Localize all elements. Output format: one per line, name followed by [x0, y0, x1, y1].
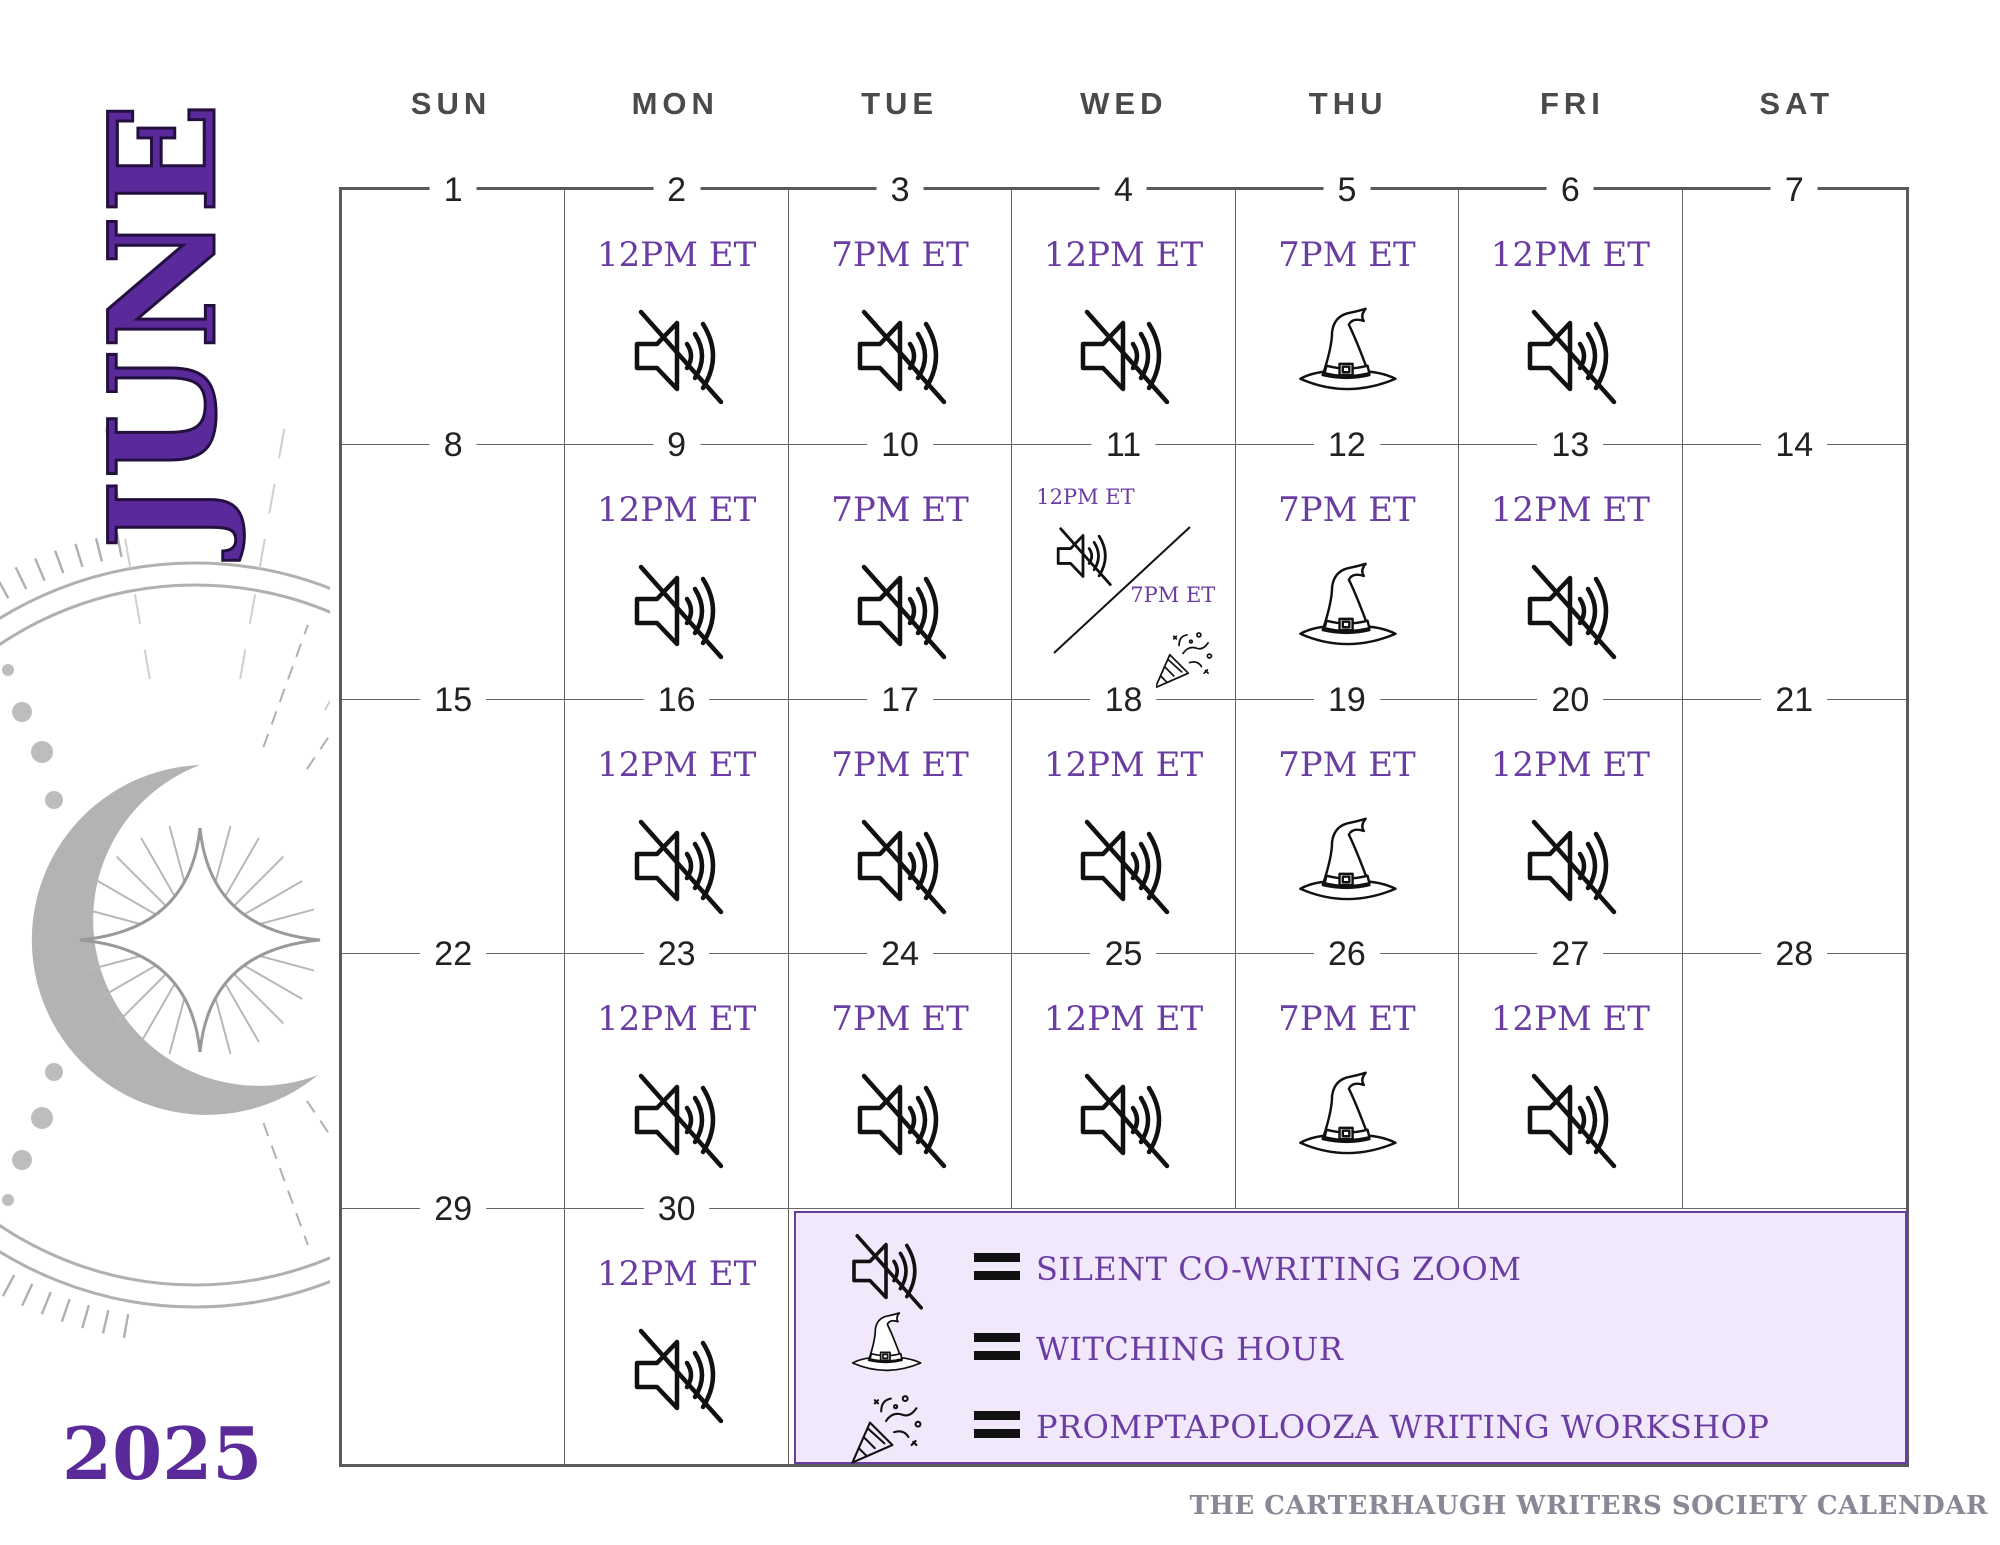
weekday-header-thu: THU — [1308, 86, 1388, 121]
muted-speaker-icon — [1073, 306, 1173, 402]
muted-speaker-icon — [1073, 816, 1173, 912]
muted-speaker-icon — [846, 1231, 926, 1301]
event-time-label: 7PM ET — [1278, 999, 1416, 1040]
day-cell[interactable] — [565, 935, 788, 1209]
day-number: 11 — [1092, 425, 1155, 465]
event-time-label: 12PM ET — [1490, 744, 1650, 785]
day-cell[interactable] — [789, 425, 1012, 700]
muted-speaker-icon — [627, 561, 727, 657]
day-cell[interactable] — [342, 425, 565, 700]
muted-speaker-icon — [627, 1325, 727, 1421]
day-cell[interactable] — [1236, 680, 1459, 955]
day-cell[interactable] — [1459, 680, 1682, 955]
event-time-label: 12PM ET — [1490, 235, 1650, 275]
witch-hat-icon — [1291, 816, 1403, 912]
day-number: 4 — [1100, 170, 1147, 210]
weekday-header-mon: MON — [631, 86, 719, 121]
legend-label: SILENT CO-WRITING ZOOM — [1036, 1250, 1522, 1288]
legend-row — [796, 1311, 1905, 1381]
witch-hat-icon — [1291, 306, 1403, 402]
legend-row — [796, 1231, 1905, 1301]
weekday-header-sun: SUN — [410, 86, 492, 121]
day-cell[interactable] — [565, 680, 788, 955]
weekday-header-fri: FRI — [1539, 86, 1605, 121]
day-number: 3 — [877, 170, 924, 210]
legend-box — [794, 1211, 1907, 1464]
witch-hat-icon — [1291, 1070, 1403, 1166]
day-number: 15 — [420, 680, 486, 720]
witch-hat-icon — [846, 1311, 926, 1381]
day-cell[interactable] — [1236, 935, 1459, 1209]
event-time-label: 12PM ET — [597, 999, 757, 1040]
party-popper-icon — [846, 1389, 926, 1459]
legend-row — [796, 1389, 1905, 1459]
legend-label: PROMPTAPOLOOZA WRITING WORKSHOP — [1036, 1408, 1770, 1446]
day-number: 22 — [420, 934, 486, 974]
muted-speaker-icon — [850, 306, 950, 402]
legend-label: WITCHING HOUR — [1036, 1330, 1344, 1368]
event-time-label: 7PM ET — [1130, 582, 1216, 607]
witch-hat-icon — [1291, 561, 1403, 657]
footer-caption: THE CARTERHAUGH WRITERS SOCIETY CALENDAR — [1189, 1491, 1988, 1521]
day-number: 27 — [1537, 934, 1603, 974]
event-time-label: 7PM ET — [1278, 235, 1416, 275]
muted-speaker-icon — [1520, 306, 1620, 402]
muted-speaker-icon — [850, 1070, 950, 1166]
day-number: 23 — [644, 934, 710, 974]
day-cell[interactable] — [342, 935, 565, 1209]
event-time-label: 7PM ET — [831, 999, 969, 1040]
day-number: 19 — [1314, 680, 1380, 720]
day-cell[interactable] — [789, 680, 1012, 955]
muted-speaker-icon — [1520, 816, 1620, 912]
weekday-header-tue: TUE — [861, 86, 939, 121]
day-number: 14 — [1761, 425, 1827, 465]
event-time-label: 7PM ET — [831, 489, 969, 530]
day-number: 6 — [1547, 170, 1594, 210]
equals-icon — [974, 1411, 1020, 1441]
day-number: 5 — [1323, 170, 1370, 210]
day-number: 26 — [1314, 934, 1380, 974]
day-cell[interactable] — [789, 935, 1012, 1209]
day-cell[interactable] — [1683, 425, 1906, 700]
event-time-label: 12PM ET — [1043, 235, 1204, 275]
day-number: 16 — [644, 680, 710, 720]
month-title: JUNE — [78, 100, 249, 550]
day-cell[interactable] — [1012, 935, 1235, 1209]
equals-icon — [974, 1333, 1020, 1363]
day-number: 18 — [1091, 680, 1157, 720]
year-label: 2025 — [62, 1411, 263, 1496]
day-cell[interactable] — [1012, 680, 1235, 955]
day-cell[interactable] — [342, 680, 565, 955]
weekday-header-sat: SAT — [1759, 86, 1835, 121]
day-number: 9 — [653, 425, 700, 465]
day-cell[interactable] — [1012, 425, 1235, 700]
day-cell[interactable] — [1459, 425, 1682, 700]
event-time-label: 12PM ET — [597, 235, 757, 275]
day-number: 2 — [653, 170, 700, 210]
muted-speaker-icon — [1520, 1070, 1620, 1166]
event-time-label: 7PM ET — [1278, 489, 1416, 530]
muted-speaker-icon — [627, 816, 727, 912]
equals-icon — [974, 1253, 1020, 1283]
day-number: 21 — [1761, 680, 1827, 720]
event-time-label: 12PM ET — [1043, 999, 1204, 1040]
day-cell[interactable] — [1012, 171, 1235, 445]
day-number: 25 — [1091, 934, 1157, 974]
day-number: 13 — [1537, 425, 1603, 465]
day-cell[interactable] — [1683, 935, 1906, 1209]
day-cell[interactable] — [789, 171, 1012, 445]
day-cell[interactable] — [1236, 171, 1459, 445]
event-time-label: 12PM ET — [1036, 484, 1135, 509]
day-number: 12 — [1314, 425, 1380, 465]
event-time-label: 12PM ET — [597, 1254, 757, 1295]
day-number: 29 — [420, 1189, 486, 1229]
weekday-header-wed: WED — [1080, 86, 1168, 121]
day-cell[interactable] — [565, 171, 788, 445]
event-time-label: 12PM ET — [1490, 999, 1650, 1040]
day-number: 17 — [867, 680, 933, 720]
muted-speaker-icon — [850, 816, 950, 912]
day-number: 28 — [1761, 934, 1827, 974]
day-cell[interactable] — [1236, 425, 1459, 700]
day-number: 24 — [867, 934, 933, 974]
event-time-label: 7PM ET — [1278, 744, 1416, 785]
event-time-label: 12PM ET — [1043, 744, 1204, 785]
day-number: 1 — [430, 170, 477, 210]
day-cell[interactable] — [1459, 171, 1682, 445]
day-cell[interactable] — [565, 425, 788, 700]
event-time-label: 12PM ET — [597, 744, 757, 785]
day-cell[interactable] — [1683, 680, 1906, 955]
day-number: 10 — [867, 425, 933, 465]
muted-speaker-icon — [850, 561, 950, 657]
day-number: 7 — [1771, 170, 1818, 210]
day-number: 8 — [430, 425, 477, 465]
day-number: 20 — [1537, 680, 1603, 720]
muted-speaker-icon — [1073, 1070, 1173, 1166]
event-time-label: 12PM ET — [597, 489, 757, 530]
day-cell[interactable] — [342, 171, 565, 445]
party-popper-icon — [1150, 627, 1216, 691]
day-cell[interactable] — [1683, 171, 1906, 445]
muted-speaker-icon — [627, 306, 727, 402]
muted-speaker-icon — [1520, 561, 1620, 657]
muted-speaker-icon — [627, 1070, 727, 1166]
event-time-label: 7PM ET — [831, 235, 969, 275]
day-cell[interactable] — [342, 1190, 565, 1464]
day-number: 30 — [644, 1189, 710, 1229]
event-time-label: 12PM ET — [1490, 489, 1650, 530]
day-cell[interactable] — [1459, 935, 1682, 1209]
day-cell[interactable] — [565, 1190, 788, 1464]
event-time-label: 7PM ET — [831, 744, 969, 785]
